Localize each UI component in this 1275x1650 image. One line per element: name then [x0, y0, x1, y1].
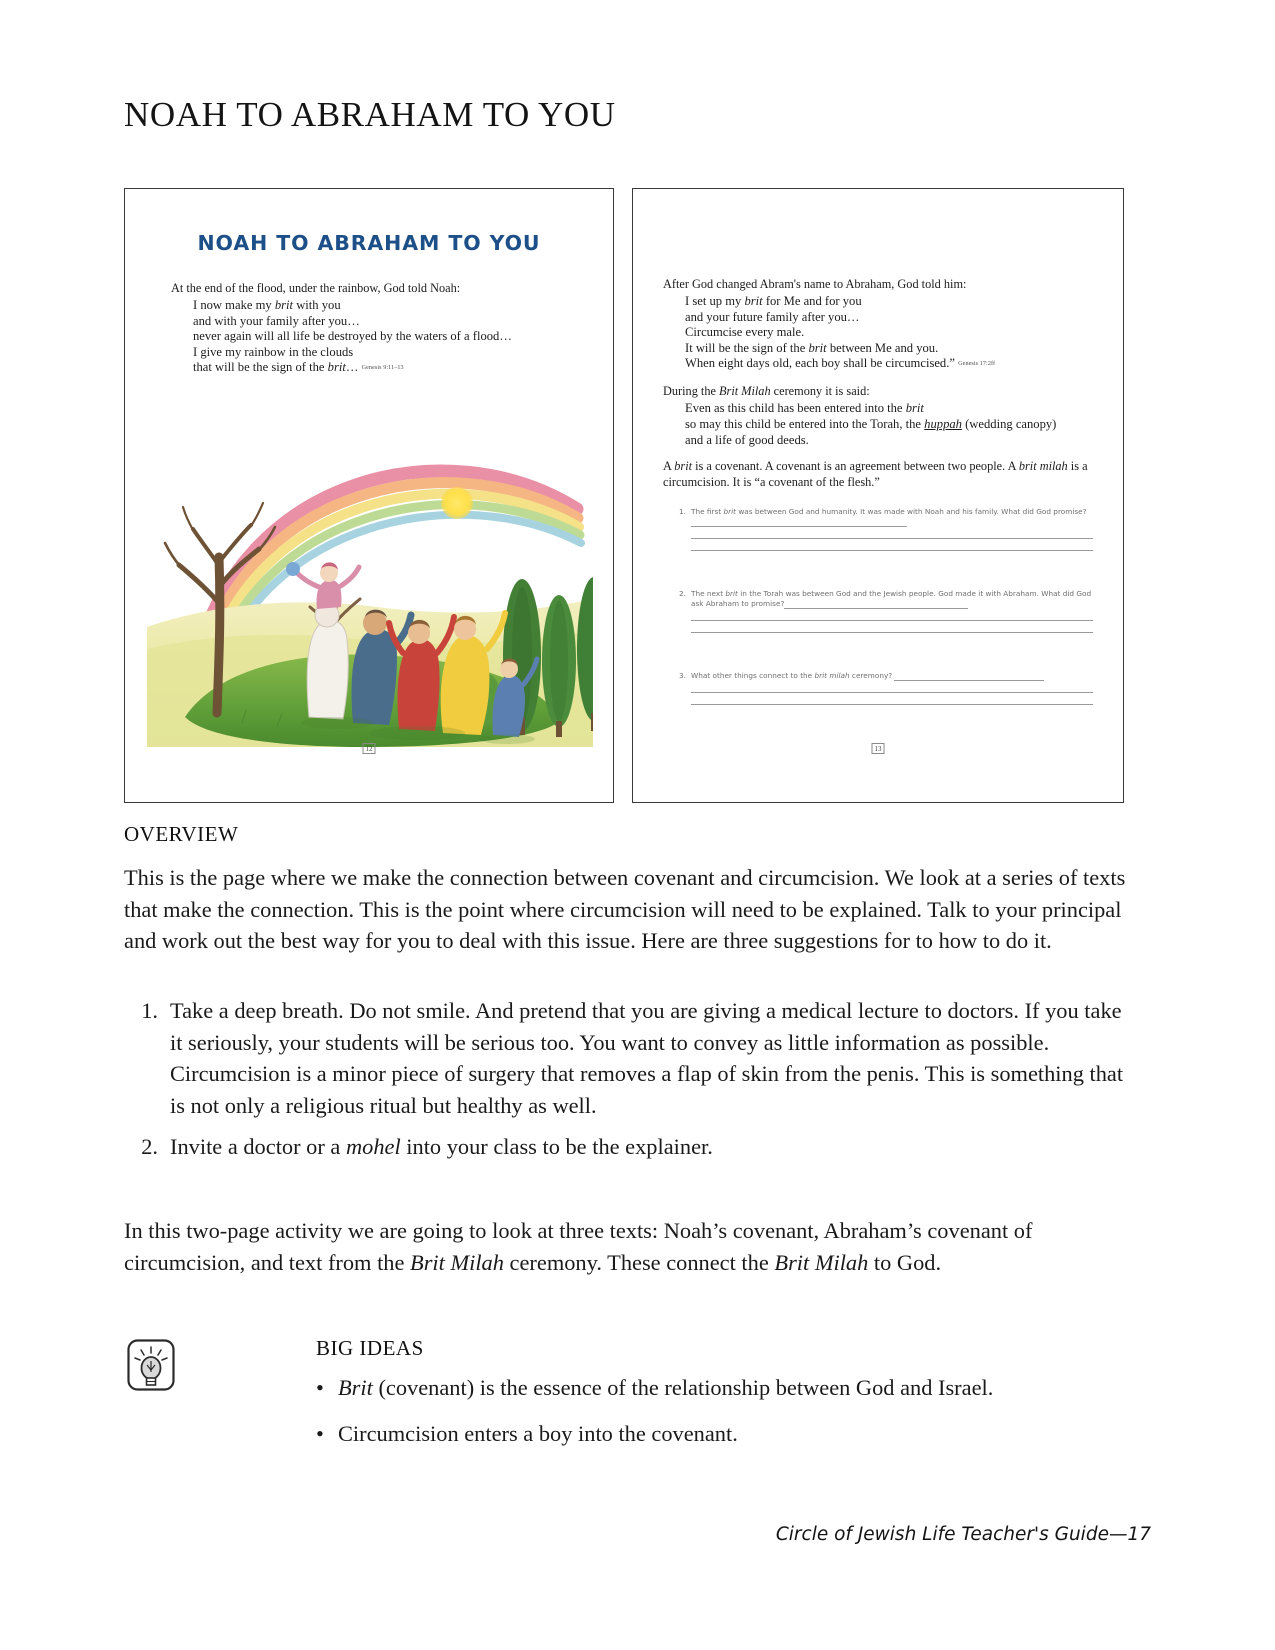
list-text: Take a deep breath. Do not smile. And pretend that you are giving a medical lecture to doctors. If you take it seriously, your students will be serious too. You want to convey as little information as possible. Circumcision is a minor piece of surgery that removes a flap of skin from the penis. This is something that is not only a religious ritual but healthy as well. — [170, 998, 1124, 1118]
left-page-number: 12 — [363, 743, 376, 754]
overview-closing-paragraph: In this two-page activity we are going to look at three texts: Noah’s covenant, Abraham’s covenant of circumcision, and text from the Brit Milah ceremony. These connect the Brit Milah to God. — [124, 1218, 1033, 1275]
list-item — [124, 995, 1128, 1121]
question-text: The next brit in the Torah was between God and the Jewish people. God made it with Abraham. What did God ask Abraham to promise? — [691, 589, 1092, 609]
illustration-rainbow-family — [147, 417, 593, 747]
bullet-text: Brit (covenant) is the essence of the relationship between God and Israel. — [338, 1375, 994, 1400]
quote-line: I now make my brit with you — [193, 298, 341, 312]
left-page-lead: At the end of the flood, under the rainbow, God told Noah: — [171, 281, 461, 295]
worksheet-question-3 — [673, 671, 1093, 705]
spread-right-page — [632, 188, 1124, 803]
answer-rule[interactable] — [691, 550, 1093, 551]
quote-line: I set up my brit for Me and for you — [685, 294, 862, 308]
page-footer: Circle of Jewish Life Teacher's Guide—17 — [775, 1524, 1151, 1545]
ceremony-line: and a life of good deeds. — [685, 432, 809, 447]
answer-rule[interactable] — [691, 538, 1093, 539]
list-text: Invite a doctor or a mohel into your class to be the explainer. — [170, 1134, 713, 1160]
ceremony-quote — [685, 401, 1093, 448]
answer-rule[interactable] — [691, 620, 1093, 621]
left-page-quote — [193, 298, 571, 377]
left-page-citation: Genesis 9:11–13 — [361, 365, 404, 372]
list-item — [316, 1372, 1146, 1404]
quote-line: Circumcise every male. — [685, 325, 805, 340]
list-marker: 2. — [141, 1134, 158, 1160]
quote-line: I give my rainbow in the clouds — [193, 344, 354, 359]
big-ideas-list — [316, 1372, 1146, 1463]
list-item — [316, 1418, 1146, 1450]
right-page-lead: After God changed Abram's name to Abraham, God told him: — [663, 277, 967, 291]
ceremony-line: so may this child be entered into the Torah, the huppah (wedding canopy) — [685, 416, 1057, 431]
answer-rule[interactable] — [691, 692, 1093, 693]
page-title: NOAH TO ABRAHAM TO YOU — [124, 95, 616, 134]
quote-line: and with your family after you… — [193, 313, 360, 328]
quote-line: When eight days old, each boy shall be circumcised.” — [685, 356, 955, 371]
overview-heading: OVERVIEW — [124, 822, 239, 846]
list-marker: 1. — [141, 998, 158, 1023]
question-text: The first brit was between God and humanity. It was made with Noah and his family. What did God promise? — [691, 507, 1093, 527]
lightbulb-icon — [126, 1338, 176, 1392]
brit-definition: A brit is a covenant. A covenant is an agreement between two people. A brit milah is a circumcision. It is “a covenant of the flesh.” — [663, 459, 1088, 489]
question-text: What other things connect to the brit milah ceremony? — [691, 671, 1093, 681]
ceremony-line: Even as this child has been entered into the brit — [685, 401, 924, 416]
right-page-citation: Genesis 17:2ff — [958, 361, 996, 368]
quote-line: and your future family after you… — [685, 309, 860, 324]
answer-rule[interactable] — [784, 600, 968, 609]
question-number: 1. — [679, 507, 686, 516]
answer-rule[interactable] — [691, 704, 1093, 705]
bullet-marker: • — [316, 1420, 324, 1446]
right-page-quote — [685, 294, 1093, 373]
overview-paragraph: This is the page where we make the connection between covenant and circumcision. We look at a series of texts that make the connection. This is the point where circumcision will need to be explained. Talk to your principal and work out the best way for you to deal with this issue. Here are three suggestions for to how to do it. — [124, 865, 1126, 954]
question-number: 3. — [679, 671, 686, 680]
left-page-text — [171, 281, 571, 377]
right-page-text — [663, 277, 1093, 490]
quote-line: never again will all life be destroyed by the waters of a flood… — [193, 329, 512, 344]
spread-preview — [124, 188, 1124, 805]
spread-left-page — [124, 188, 614, 803]
worksheet-question-2 — [673, 589, 1093, 633]
bullet-text: Circumcision enters a boy into the covenant. — [338, 1420, 738, 1446]
big-ideas-heading: BIG IDEAS — [316, 1336, 424, 1360]
worksheet-question-1 — [673, 507, 1093, 551]
answer-rule[interactable] — [894, 672, 1044, 681]
answer-rule[interactable] — [691, 518, 907, 527]
bullet-marker: • — [316, 1375, 324, 1400]
left-page-title: NOAH TO ABRAHAM TO YOU — [197, 231, 541, 255]
quote-line: that will be the sign of the brit… — [193, 360, 359, 375]
right-page-number: 13 — [872, 743, 885, 754]
question-number: 2. — [679, 589, 686, 598]
ceremony-lead: During the Brit Milah ceremony it is said: — [663, 383, 870, 398]
answer-rule[interactable] — [691, 632, 1093, 633]
quote-line: It will be the sign of the brit between Me and you. — [685, 340, 939, 355]
list-item — [124, 1131, 1128, 1163]
overview-list — [124, 995, 1128, 1173]
